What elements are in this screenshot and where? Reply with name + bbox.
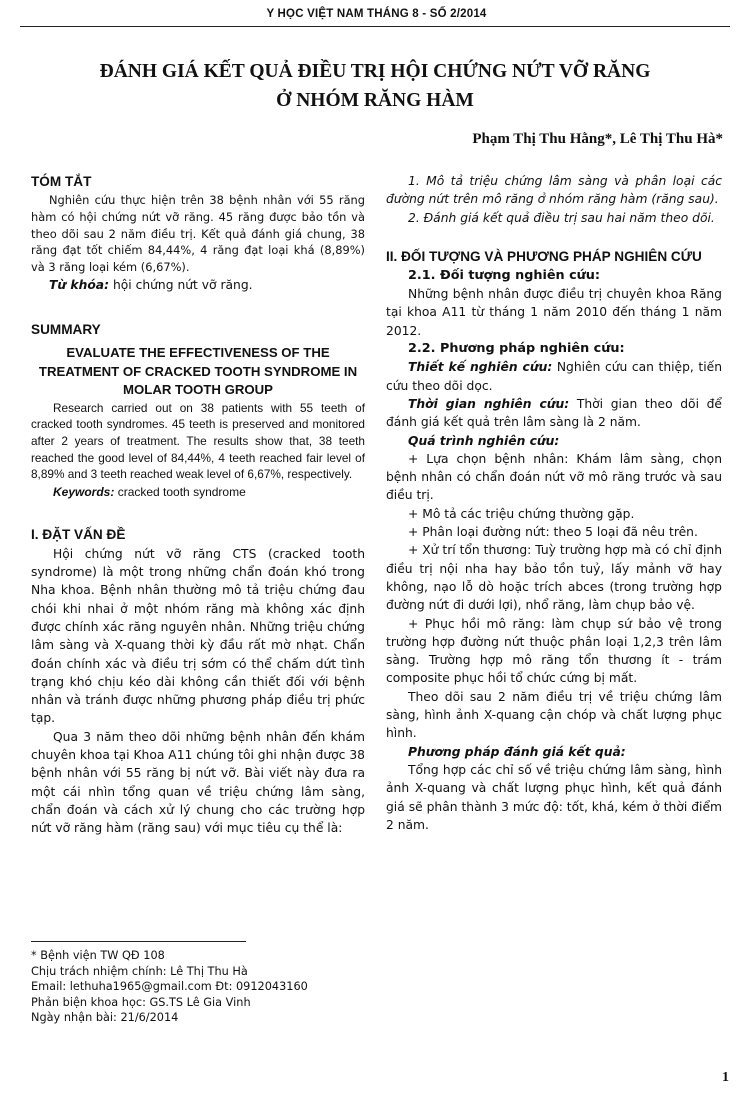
abstract-keywords — [31, 276, 365, 294]
step-5: + Phục hồi mô răng: làm chụp sứ bảo vệ trong trường hợp đường nứt thuộc phân loại 1,2,3 trên lâm sàng. Trường hợp mô răng tổn thương ít - trám composite phục hồi tổ chức cứng bị mất. — [386, 616, 722, 686]
keywords-value: hội chứng nứt vỡ răng. — [109, 277, 253, 292]
time-text: Thời gian theo dõi để đánh giá kết quả trên lâm sàng là 2 năm. — [386, 396, 722, 430]
subsection-2-1: 2.1. Đối tượng nghiên cứu: — [408, 267, 601, 283]
footnote-responsible: Chịu trách nhiệm chính: Lê Thị Thu Hà — [31, 964, 248, 978]
footnote-affiliation: * Bệnh viện TW QĐ 108 — [31, 949, 165, 962]
title-line-1: ĐÁNH GIÁ KẾT QUẢ ĐIỀU TRỊ HỘI CHỨNG NỨT VỠ RĂNG — [99, 61, 651, 82]
eval-label: Phương pháp đánh giá kết quả: — [408, 744, 626, 759]
step-3: + Phân loại đường nứt: theo 5 loại đã nêu trên. — [408, 525, 698, 540]
followup-paragraph: Theo dõi sau 2 năm điều trị về triệu chứng lâm sàng, hình ảnh X-quang cận chóp và chất lượng phục hình. — [386, 689, 722, 741]
footnote-reviewer: Phản biện khoa học: GS.TS Lê Gia Vinh — [31, 995, 251, 1009]
abstract-text: Nghiên cứu thực hiện trên 38 bệnh nhân với 55 răng hàm có hội chứng nứt vỡ răng. 45 răng được bảo tồn và theo dõi sau 2 năm điều trị. Kết quả đánh giá chung, 38 răng đạt tốt chiếm 84,44%, 4 răng đạt loại khá (8,89%) và 3 răng loại kém (6,67%). — [31, 193, 365, 275]
summary-keywords — [31, 483, 365, 501]
footnote-contact: Email: lethuha1965@gmail.com Đt: 0912043160 — [31, 980, 308, 994]
article-title — [40, 57, 710, 115]
summary-text: Research carried out on 38 patients with 55 teeth of cracked tooth syndromes. 45 teeth is preserved and monitored after 2 years of treatment. The results show that, 38 teeth reached the good level of 84,44%, 4 teeth reached fair level of 8,89% and 3 teeth reached weak level of 6,67%, respectively. — [31, 400, 365, 482]
footnote-received: Ngày nhận bài: 21/6/2014 — [31, 1011, 179, 1025]
process-label: Quá trình nghiên cứu: — [408, 433, 560, 448]
page-number: 1 — [722, 1070, 729, 1085]
authors: Phạm Thị Thu Hằng*, Lê Thị Thu Hà* — [472, 131, 723, 147]
footnote-rule — [31, 941, 246, 942]
footnotes — [31, 948, 371, 1026]
summary-keywords-label: Keywords: — [53, 484, 115, 499]
step-4: + Xử trí tổn thương: Tuỳ trường hợp mà có chỉ định điều trị nội nha hay bảo tồn tuỷ, lấy mảnh vỡ hay không, nạo lỗ dò hoặc trích abces (trong trường hợp đường nứt đi dưới lợi), nhổ răng, làm chụp bảo vệ. — [386, 543, 722, 613]
intro-paragraph-2: Qua 3 năm theo dõi những bệnh nhân đến khám chuyên khoa tại Khoa A11 chúng tôi ghi nhận được 38 bệnh nhân với 55 răng bị nứt vỡ. Bài viết này đưa ra một cái nhìn tổng quan về triệu chứng lâm sàng, chẩn đoán và cách xử lý chung cho các trường hợp nứt vỡ răng hàm (răng sau) với mục tiêu cụ thể là: — [31, 729, 365, 836]
design-label: Thiết kế nghiên cứu: — [408, 360, 553, 375]
design-paragraph — [386, 358, 722, 395]
intro-heading: I. ĐẶT VẤN ĐỀ — [31, 526, 126, 542]
process-paragraph — [386, 432, 722, 450]
step-2: + Mô tả các triệu chứng thường gặp. — [408, 506, 635, 521]
title-line-2: Ở NHÓM RĂNG HÀM — [276, 90, 474, 111]
design-text: Nghiên cứu can thiệp, tiến cứu theo dõi dọc. — [386, 360, 722, 393]
keywords-label: Từ khóa: — [49, 277, 110, 292]
abstract-heading: TÓM TẮT — [31, 174, 92, 189]
running-head: Y HỌC VIỆT NAM THÁNG 8 - SỐ 2/2014 — [266, 8, 487, 20]
objective-2: 2. Đánh giá kết quả điều trị sau hai năm theo dõi. — [408, 210, 715, 225]
left-column — [31, 172, 365, 837]
methods-heading: II. ĐỐI TƯỢNG VÀ PHƯƠNG PHÁP NGHIÊN CỨU — [386, 248, 702, 264]
intro-paragraph-1: Hội chứng nứt vỡ răng CTS (cracked tooth syndrome) là một trong những chẩn đoán khó trong Nha khoa. Bệnh nhân thường mô tả triệu chứng đau chói khi nhai ở một nhóm răng mà không xác định được chính xác răng nguyên nhân. Những triệu chứng lâm sàng và X-quang thời kỳ đầu rất mờ nhạt. Chẩn đoán chính xác và điều trị sớm có thể chấm dứt tình trạng khó chịu kéo dài không cần thiết đối với bệnh nhân và tránh được những phương pháp điều trị phức tạp. — [31, 546, 365, 726]
eval-heading — [386, 743, 722, 761]
subsection-2-2: 2.2. Phương pháp nghiên cứu: — [408, 341, 625, 357]
time-label: Thời gian nghiên cứu: — [408, 396, 570, 411]
right-column — [386, 172, 722, 834]
summary-keywords-value: cracked tooth syndrome — [114, 484, 246, 499]
eval-paragraph: Tổng hợp các chỉ số về triệu chứng lâm sàng, hình ảnh X-quang và chất lượng phục hình, kết quả đánh giá sẽ phân thành 3 mức độ: tốt, khá, kém ở thời điểm 2 năm. — [386, 762, 722, 832]
summary-heading: SUMMARY — [31, 321, 101, 337]
summary-title: EVALUATE THE EFFECTIVENESS OF THE TREATMENT OF CRACKED TOOTH SYNDROME IN MOLAR TOOTH GROUP — [38, 344, 358, 398]
step-1: + Lựa chọn bệnh nhân: Khám lâm sàng, chọn bệnh nhân có chẩn đoán nứt vỡ mô răng trước và sau điều trị. — [386, 451, 722, 503]
subjects-text: Những bệnh nhân được điều trị chuyên khoa Răng tại khoa A11 từ tháng 1 năm 2010 đến tháng 1 năm 2012. — [386, 287, 722, 338]
header-rule — [20, 26, 730, 27]
objective-1: 1. Mô tả triệu chứng lâm sàng và phân loại các đường nứt trên mô răng ở nhóm răng hàm (răng sau). — [386, 174, 722, 207]
time-paragraph — [386, 395, 722, 432]
